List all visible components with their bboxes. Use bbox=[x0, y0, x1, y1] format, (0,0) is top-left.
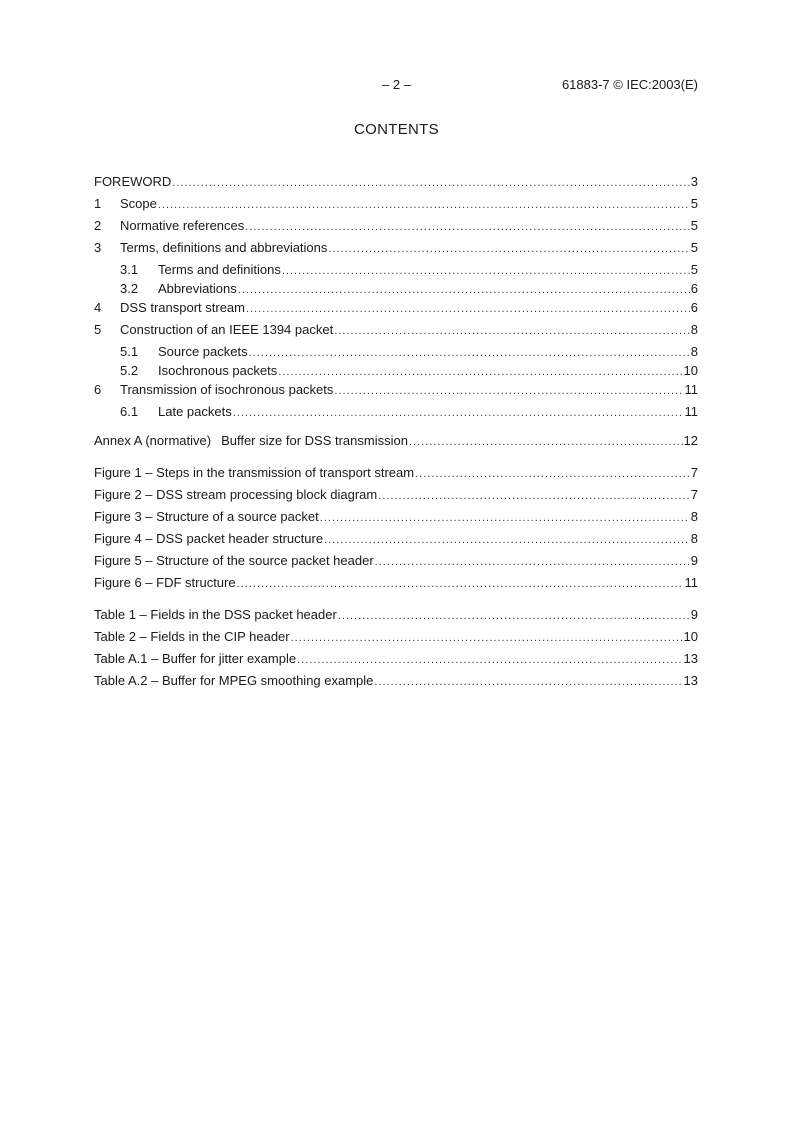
page-number: – 2 – bbox=[382, 77, 411, 92]
section-number: 5 bbox=[94, 322, 102, 337]
toc-entry-page: 10 bbox=[683, 363, 698, 378]
dot-leader bbox=[291, 629, 683, 647]
dot-leader bbox=[245, 218, 689, 236]
toc-entry-figure[interactable] bbox=[94, 574, 698, 596]
dot-leader bbox=[246, 300, 690, 318]
toc-entry-page: 5 bbox=[690, 262, 698, 277]
toc-entry-page: 8 bbox=[690, 322, 698, 337]
toc-entry-foreword[interactable] bbox=[94, 173, 698, 195]
toc-entry-subsection[interactable] bbox=[94, 362, 698, 381]
dot-leader bbox=[238, 281, 690, 299]
toc-entry-section[interactable] bbox=[94, 195, 698, 217]
toc-entry-figure[interactable] bbox=[94, 530, 698, 552]
dot-leader bbox=[282, 262, 690, 280]
dot-leader bbox=[338, 607, 690, 625]
toc-entry-label: Isochronous packets bbox=[158, 363, 278, 378]
dot-leader bbox=[297, 651, 682, 669]
toc-entry-label: Terms, definitions and abbreviations bbox=[120, 240, 328, 255]
annex-title: Buffer size for DSS transmission bbox=[221, 433, 408, 448]
toc-entry-label: Table 1 – Fields in the DSS packet header bbox=[94, 607, 337, 622]
dot-leader bbox=[409, 433, 683, 451]
toc-entry-page: 3 bbox=[690, 174, 698, 189]
section-number: 5.2 bbox=[120, 363, 139, 378]
toc-entry-section[interactable] bbox=[94, 217, 698, 239]
table-of-contents bbox=[94, 173, 698, 694]
toc-entry-page: 13 bbox=[683, 651, 698, 666]
toc-entry-page: 6 bbox=[690, 300, 698, 315]
dot-leader bbox=[237, 575, 684, 593]
toc-entry-section[interactable] bbox=[94, 299, 698, 321]
toc-entry-page: 7 bbox=[690, 487, 698, 502]
toc-entry-table[interactable] bbox=[94, 650, 698, 672]
toc-entry-page: 12 bbox=[683, 433, 698, 448]
toc-entry-label: Late packets bbox=[158, 404, 232, 419]
toc-entry-label: Scope bbox=[120, 196, 157, 211]
section-number: 3 bbox=[94, 240, 102, 255]
toc-entry-label: Transmission of isochronous packets bbox=[120, 382, 334, 397]
dot-leader bbox=[378, 487, 690, 505]
page-title: CONTENTS bbox=[354, 121, 439, 138]
toc-entry-page: 11 bbox=[684, 575, 698, 590]
toc-entry-subsection[interactable] bbox=[94, 280, 698, 299]
dot-leader bbox=[328, 240, 689, 258]
dot-leader bbox=[374, 673, 682, 691]
section-number: 5.1 bbox=[120, 344, 139, 359]
toc-entry-section[interactable] bbox=[94, 381, 698, 403]
toc-entry-section[interactable] bbox=[94, 321, 698, 343]
toc-entry-label: Figure 2 – DSS stream processing block diagram bbox=[94, 487, 378, 502]
dot-leader bbox=[334, 322, 690, 340]
section-number: 6 bbox=[94, 382, 102, 397]
toc-entry-section[interactable] bbox=[94, 239, 698, 261]
dot-leader bbox=[415, 465, 690, 483]
toc-entry-label: Figure 3 – Structure of a source packet bbox=[94, 509, 319, 524]
toc-entry-page: 8 bbox=[690, 531, 698, 546]
toc-entry-label: Table 2 – Fields in the CIP header bbox=[94, 629, 290, 644]
toc-entry-page: 10 bbox=[683, 629, 698, 644]
dot-leader bbox=[334, 382, 683, 400]
toc-entry-subsection[interactable] bbox=[94, 343, 698, 362]
section-number: 6.1 bbox=[120, 404, 139, 419]
toc-entry-figure[interactable] bbox=[94, 486, 698, 508]
toc-entry-table[interactable] bbox=[94, 672, 698, 694]
toc-entry-subsection[interactable] bbox=[94, 261, 698, 280]
toc-entry-label: Source packets bbox=[158, 344, 248, 359]
toc-entry-page: 5 bbox=[690, 218, 698, 233]
toc-entry-page: 5 bbox=[690, 240, 698, 255]
toc-entry-label: Figure 1 – Steps in the transmission of transport stream bbox=[94, 465, 415, 480]
toc-entry-label: Figure 5 – Structure of the source packet header bbox=[94, 553, 374, 568]
dot-leader bbox=[249, 344, 690, 362]
toc-entry-label: Figure 6 – FDF structure bbox=[94, 575, 236, 590]
toc-entry-label: Construction of an IEEE 1394 packet bbox=[120, 322, 334, 337]
dot-leader bbox=[324, 531, 690, 549]
toc-entry-annex[interactable] bbox=[94, 432, 698, 454]
toc-entry-page: 5 bbox=[690, 196, 698, 211]
toc-entry-label: Table A.2 – Buffer for MPEG smoothing example bbox=[94, 673, 374, 688]
toc-entry-page: 8 bbox=[690, 344, 698, 359]
section-number: 3.1 bbox=[120, 262, 139, 277]
toc-entry-page: 8 bbox=[690, 509, 698, 524]
toc-entry-figure[interactable] bbox=[94, 552, 698, 574]
toc-entry-figure[interactable] bbox=[94, 508, 698, 530]
toc-entry-page: 7 bbox=[690, 465, 698, 480]
toc-entry-page: 13 bbox=[683, 673, 698, 688]
annex-label: Annex A (normative) bbox=[94, 433, 212, 448]
toc-entry-page: 9 bbox=[690, 607, 698, 622]
toc-entry-table[interactable] bbox=[94, 606, 698, 628]
dot-leader bbox=[375, 553, 690, 571]
toc-entry-label: Terms and definitions bbox=[158, 262, 281, 277]
toc-entry-subsection[interactable] bbox=[94, 403, 698, 422]
dot-leader bbox=[320, 509, 690, 527]
toc-entry-label: Abbreviations bbox=[158, 281, 237, 296]
toc-entry-label: Table A.1 – Buffer for jitter example bbox=[94, 651, 297, 666]
section-number: 4 bbox=[94, 300, 102, 315]
document-reference: 61883-7 © IEC:2003(E) bbox=[561, 77, 698, 92]
dot-leader bbox=[158, 196, 690, 214]
dot-leader bbox=[233, 404, 684, 422]
section-number: 2 bbox=[94, 218, 102, 233]
toc-entry-page: 11 bbox=[684, 404, 698, 419]
section-number: 3.2 bbox=[120, 281, 139, 296]
toc-entry-label: Normative references bbox=[120, 218, 245, 233]
section-number: 1 bbox=[94, 196, 102, 211]
toc-entry-label: FOREWORD bbox=[94, 174, 172, 189]
toc-entry-page: 9 bbox=[690, 553, 698, 568]
dot-leader bbox=[278, 363, 682, 381]
dot-leader bbox=[172, 174, 689, 192]
toc-entry-label: DSS transport stream bbox=[120, 300, 245, 315]
toc-entry-page: 11 bbox=[684, 382, 698, 397]
toc-entry-page: 6 bbox=[690, 281, 698, 296]
toc-entry-label: Figure 4 – DSS packet header structure bbox=[94, 531, 324, 546]
toc-entry-table[interactable] bbox=[94, 628, 698, 650]
toc-entry-figure[interactable] bbox=[94, 464, 698, 486]
